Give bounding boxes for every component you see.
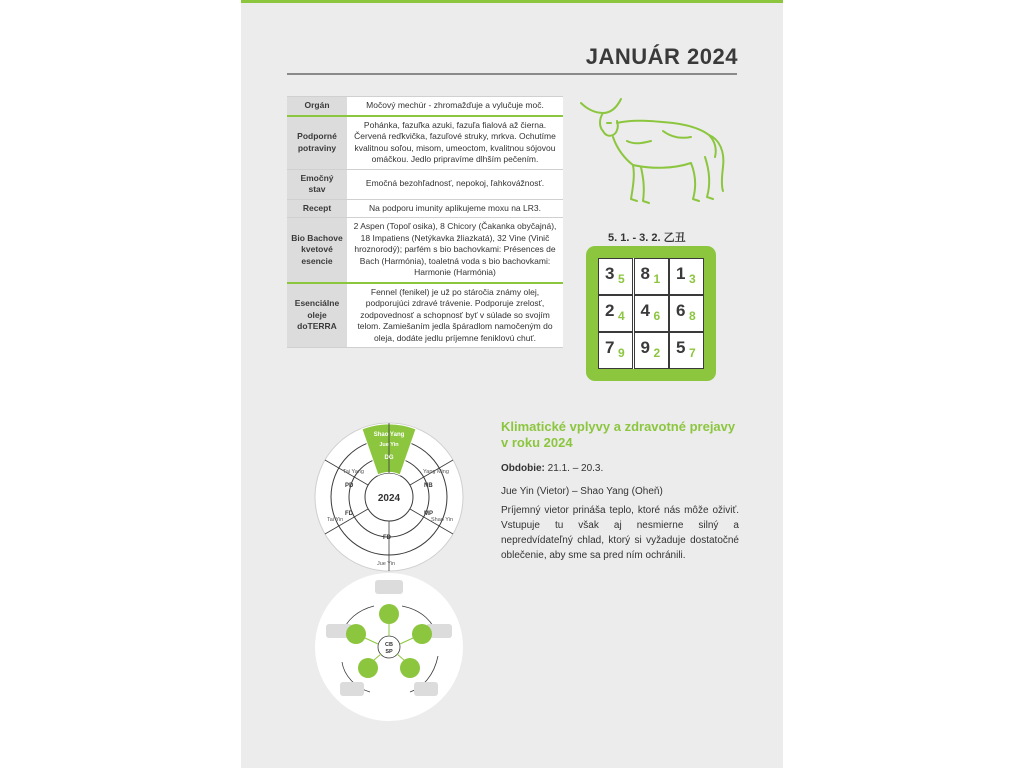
cell-number: 7 [605, 338, 615, 357]
row-value: 2 Aspen (Topoľ osika), 8 Chicory (Čakanka obyčajná), 18 Impatiens (Netýkavka žliazkatá), 32 Vine (Vinič hroznorodý); parfém s bio bachovkami: Présences de Bach (Harmónia), toaletná voda s bio bachovkami: Harmonie (Harmónia) [347, 218, 563, 283]
wheel-highlight-line3: DG [384, 455, 394, 461]
wheel-outer-label-4: Tai Yin [327, 517, 344, 523]
health-table [287, 96, 563, 348]
five-element-cycle [314, 572, 464, 722]
climate-period [501, 463, 603, 474]
page-title: JANUÁR 2024 [585, 44, 738, 69]
square-cell [634, 258, 669, 295]
flying-star-square [586, 246, 716, 381]
wheel-highlight-line1: Shao Yang [373, 432, 405, 438]
square-grid [598, 258, 704, 369]
row-label: Esenciálne oleje doTERRA [287, 283, 347, 348]
climate-phase: Jue Yin (Vietor) – Shao Yang (Oheň) [501, 486, 663, 497]
cycle-center-bottom: SP [385, 649, 393, 655]
period-label: Obdobie: [501, 463, 545, 474]
wheel-outer-label-0: Tai Yang [343, 469, 364, 475]
row-label: Podporné potraviny [287, 116, 347, 170]
row-label: Emočný stav [287, 169, 347, 199]
cell-subnumber: 8 [689, 309, 696, 323]
cycle-center-top: CB [385, 642, 393, 648]
wheel-inner-label-2: FD [383, 535, 391, 541]
cell-number: 2 [605, 301, 615, 320]
table-row [287, 218, 563, 283]
cell-number: 8 [640, 264, 650, 283]
row-value: Pohánka, fazuľka azuki, fazuľa fialová až čierna. Červená reďkvička, fazuľové struky, mrkva. Ochutíme kvalitnou soľou, misom, umeoctom, kvalitnou sójovou omáčkou. Jedlo pripravíme dlhším pečením. [347, 116, 563, 170]
cell-subnumber: 9 [618, 346, 625, 360]
period-value: 21.1. – 20.3. [547, 463, 604, 474]
top-accent-line [241, 0, 783, 3]
calendar-page [241, 0, 783, 768]
square-cell [669, 258, 704, 295]
climate-description: Príjemný vietor prináša teplo, ktoré nás môže oživiť. Vstupuje tu však aj nesmierne silný a nepredvídateľný chlad, ktorý si vyžaduje dostatočné oblečenie, aby sme sa pred ním ochránili. [501, 505, 739, 561]
square-cell [598, 258, 633, 295]
cell-number: 4 [640, 301, 650, 320]
square-cell [634, 332, 669, 369]
table-row [287, 116, 563, 170]
square-cell [598, 295, 633, 332]
row-label: Orgán [287, 97, 347, 116]
table-row [287, 169, 563, 199]
wheel-inner-label-4: PD [345, 483, 354, 489]
table-row [287, 97, 563, 116]
cell-number: 3 [605, 264, 615, 283]
climate-wheel [313, 421, 465, 573]
wheel-highlight-line2: Jue Yin [379, 442, 399, 448]
cell-subnumber: 6 [653, 309, 661, 323]
cell-subnumber: 2 [653, 346, 661, 360]
ox-illustration [577, 95, 737, 215]
cell-subnumber: 4 [618, 309, 625, 323]
wheel-inner-label-0: NB [424, 483, 433, 489]
wheel-inner-label-1: MP [424, 511, 433, 517]
square-cell [634, 295, 669, 332]
square-cell [669, 332, 704, 369]
table-row [287, 283, 563, 348]
cell-number: 1 [676, 264, 686, 283]
cell-subnumber: 3 [689, 272, 696, 286]
row-value: Emočná bezohľadnosť, nepokoj, ľahkovážnosť. [347, 169, 563, 199]
cell-subnumber: 7 [689, 346, 696, 360]
square-cell [598, 332, 633, 369]
wheel-outer-label-1: Yang Ming [423, 469, 449, 475]
row-value: Na podporu imunity aplikujeme moxu na LR3. [347, 199, 563, 218]
cell-subnumber: 1 [653, 272, 661, 286]
climate-title: Klimatické vplyvy a zdravotné prejavy v roku 2024 [501, 419, 736, 450]
row-label: Recept [287, 199, 347, 218]
cell-number: 5 [676, 338, 686, 357]
wheel-inner-label-3: FD [345, 511, 353, 517]
cell-number: 9 [640, 338, 650, 357]
table-row [287, 199, 563, 218]
row-value: Fennel (fenikel) je už po stáročia známy olej, podporujúci zdravé trávenie. Podporuje zrelosť, zodpovednosť a schopnosť byť v súlade so svojím telom. Zamiešaním jedla špáradlom namočeným do oleja, dodáte jedlu príjemne feniklovú chuť. [347, 283, 563, 348]
square-date-range: 5. 1. - 3. 2. 乙丑 [608, 232, 686, 244]
row-label: Bio Bachove kvetové esencie [287, 218, 347, 283]
square-cell [669, 295, 704, 332]
wheel-outer-label-3: Jue Yin [377, 561, 396, 567]
wheel-outer-label-2: Shao Yin [431, 517, 454, 523]
wheel-center-year: 2024 [377, 493, 401, 504]
row-value: Močový mechúr - zhromažďuje a vylučuje moč. [347, 97, 563, 116]
cell-number: 6 [676, 301, 686, 320]
cell-subnumber: 5 [618, 272, 625, 286]
title-divider [287, 73, 737, 75]
